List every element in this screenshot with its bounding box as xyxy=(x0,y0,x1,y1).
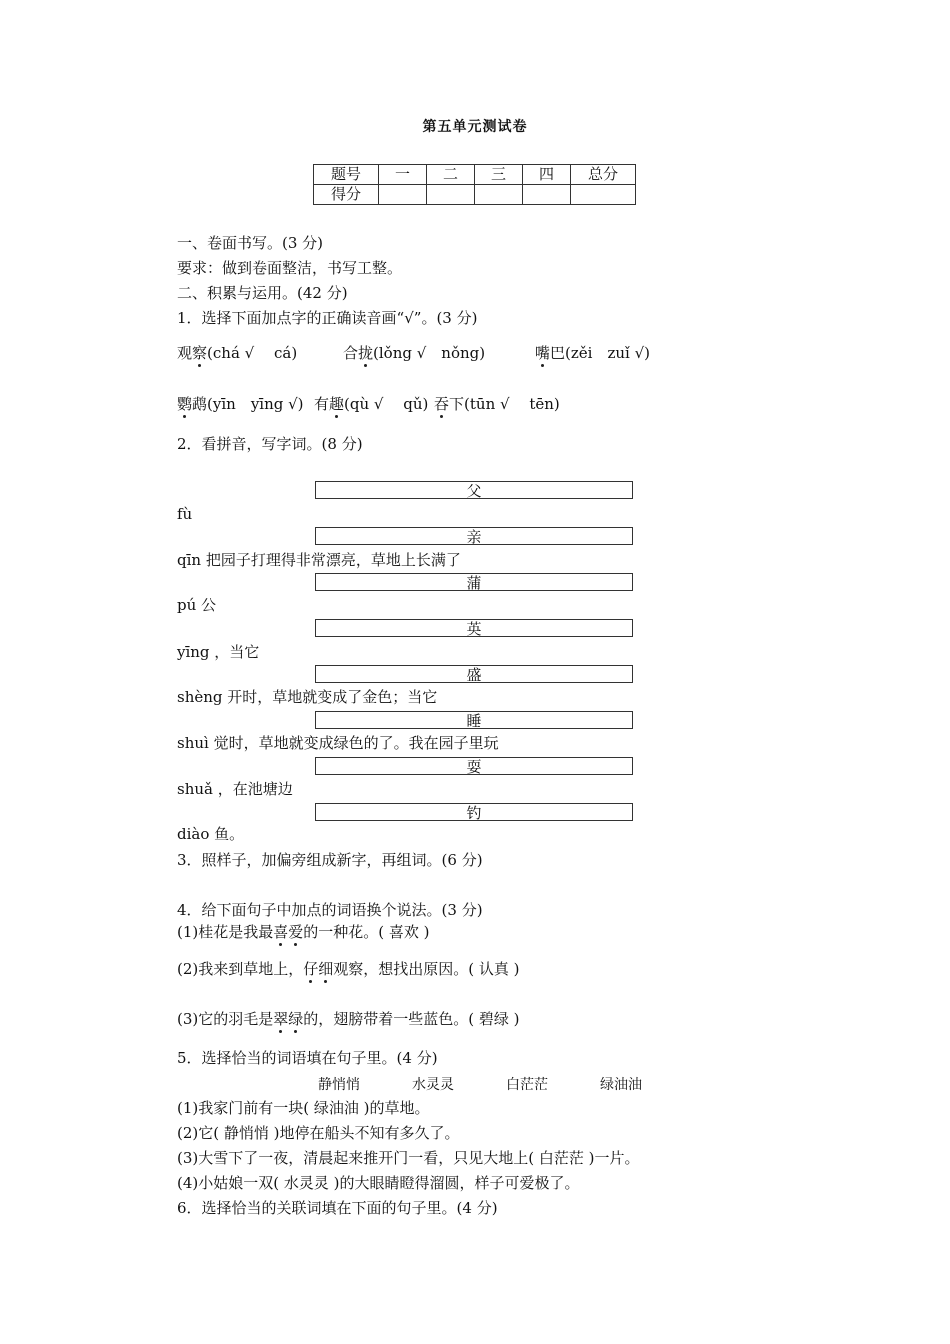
score-header-cell: 总分 xyxy=(571,165,636,185)
word-option: 水灵灵 xyxy=(412,1077,454,1093)
score-row-label: 得分 xyxy=(314,185,379,205)
q1-item-text: 巴 xyxy=(550,344,566,362)
q1-item-text: 有 xyxy=(314,395,330,413)
q1-item-options: (chá √ cá) xyxy=(207,344,298,362)
q3-prompt: 3．照样子，加偏旁组成新字，再组词。(6 分) xyxy=(177,851,483,869)
q2-line: shuǎ ，在池塘边 xyxy=(177,780,293,798)
q4-prompt: 4．给下面句子中加点的词语换个说法。(3 分) xyxy=(177,901,483,919)
q4-sentence-text: (3)它的羽毛是 xyxy=(177,1010,274,1028)
score-cell[interactable] xyxy=(379,185,427,205)
q1-item-text: 观 xyxy=(177,344,193,362)
word-option: 绿油油 xyxy=(600,1077,642,1093)
q4-sentence xyxy=(177,925,430,940)
score-header-cell: 三 xyxy=(475,165,523,185)
q1-item-options: (yīn yīng √) xyxy=(207,395,304,413)
q1-item-options: (zěi zuǐ √) xyxy=(565,344,650,362)
q4-sentence-text: 的一种花。( 喜欢 ) xyxy=(303,923,430,941)
dotted-char: 喜 xyxy=(273,923,289,941)
q1-item xyxy=(177,346,297,361)
q1-item xyxy=(434,397,560,412)
q1-item-options: (tūn √ tēn) xyxy=(464,395,560,413)
dotted-char: 仔 xyxy=(303,960,319,978)
q1-item xyxy=(535,346,650,361)
q2-prompt: 2．看拼音，写字词。(8 分) xyxy=(177,435,363,453)
q5-options xyxy=(318,1077,694,1092)
dotted-char: 察 xyxy=(192,344,208,362)
q4-sentence-text: 观察，想找出原因。( 认真 ) xyxy=(333,960,520,978)
answer-box[interactable]: 父 xyxy=(315,481,633,499)
dotted-char: 翠 xyxy=(273,1010,289,1028)
dotted-char: 细 xyxy=(318,960,334,978)
score-header-cell: 题号 xyxy=(314,165,379,185)
score-cell[interactable] xyxy=(571,185,636,205)
q1-item-options: (qù √ qǔ) xyxy=(344,395,429,413)
q2-line: fù xyxy=(177,505,193,523)
q1-item xyxy=(343,346,485,361)
section1-requirement: 要求：做到卷面整洁，书写工整。 xyxy=(177,259,403,277)
q5-prompt: 5．选择恰当的词语填在句子里。(4 分) xyxy=(177,1049,438,1067)
q1-item-text: 合 xyxy=(343,344,359,362)
q1-item xyxy=(314,397,428,412)
answer-box[interactable]: 蒲 xyxy=(315,573,633,591)
word-option: 白茫茫 xyxy=(506,1077,548,1093)
q1-prompt: 1．选择下面加点字的正确读音画“√”。(3 分) xyxy=(177,309,478,327)
q5-sentence: (1)我家门前有一块( 绿油油 )的草地。 xyxy=(177,1099,430,1117)
q1-item xyxy=(177,397,304,412)
score-header-cell: 二 xyxy=(427,165,475,185)
dotted-char: 爱 xyxy=(288,923,304,941)
q5-sentence: (3)大雪下了一夜，清晨起来推开门一看，只见大地上( 白茫茫 )一片。 xyxy=(177,1149,640,1167)
q2-line: yīng ，当它 xyxy=(177,643,260,661)
answer-box[interactable]: 钓 xyxy=(315,803,633,821)
page-title: 第五单元测试卷 xyxy=(422,119,528,135)
q2-line: diào 鱼。 xyxy=(177,825,245,843)
section2-heading: 二、积累与运用。(42 分) xyxy=(177,284,348,302)
q6-prompt: 6．选择恰当的关联词填在下面的句子里。(4 分) xyxy=(177,1199,498,1217)
dotted-char: 吞 xyxy=(434,395,450,413)
score-table-header-row xyxy=(314,165,636,185)
score-table xyxy=(313,164,636,205)
q5-sentence: (4)小姑娘一双( 水灵灵 )的大眼睛瞪得溜圆，样子可爱极了。 xyxy=(177,1174,580,1192)
q4-sentence xyxy=(177,962,520,977)
q2-line: qīn 把园子打理得非常漂亮，草地上长满了 xyxy=(177,551,461,569)
dotted-char: 嘴 xyxy=(535,344,551,362)
q4-sentence xyxy=(177,1012,520,1027)
answer-box[interactable]: 英 xyxy=(315,619,633,637)
score-cell[interactable] xyxy=(523,185,571,205)
score-cell[interactable] xyxy=(475,185,523,205)
q4-sentence-text: 的，翅膀带着一些蓝色。( 碧绿 ) xyxy=(303,1010,520,1028)
q4-sentence-text: (1)桂花是我最 xyxy=(177,923,274,941)
dotted-char: 鹦 xyxy=(177,395,193,413)
score-header-cell: 一 xyxy=(379,165,427,185)
answer-box[interactable]: 盛 xyxy=(315,665,633,683)
score-header-cell: 四 xyxy=(523,165,571,185)
q4-sentence-text: (2)我来到草地上， xyxy=(177,960,304,978)
section1-heading: 一、卷面书写。(3 分) xyxy=(177,234,324,252)
q2-line: shèng 开时，草地就变成了金色；当它 xyxy=(177,688,438,706)
score-table-score-row xyxy=(314,185,636,205)
score-cell[interactable] xyxy=(427,185,475,205)
q1-item-text: 下 xyxy=(449,395,465,413)
answer-box[interactable]: 亲 xyxy=(315,527,633,545)
answer-box[interactable]: 耍 xyxy=(315,757,633,775)
q1-item-options: (lǒng √ nǒng) xyxy=(373,344,486,362)
q1-item-text: 鹉 xyxy=(192,395,208,413)
q2-line: shuì 觉时，草地就变成绿色的了。我在园子里玩 xyxy=(177,734,499,752)
answer-box[interactable]: 睡 xyxy=(315,711,633,729)
q5-sentence: (2)它( 静悄悄 )地停在船头不知有多久了。 xyxy=(177,1124,460,1142)
word-option: 静悄悄 xyxy=(318,1077,360,1093)
dotted-char: 趣 xyxy=(329,395,345,413)
dotted-char: 绿 xyxy=(288,1010,304,1028)
q2-line: pú 公 xyxy=(177,596,217,614)
dotted-char: 拢 xyxy=(358,344,374,362)
